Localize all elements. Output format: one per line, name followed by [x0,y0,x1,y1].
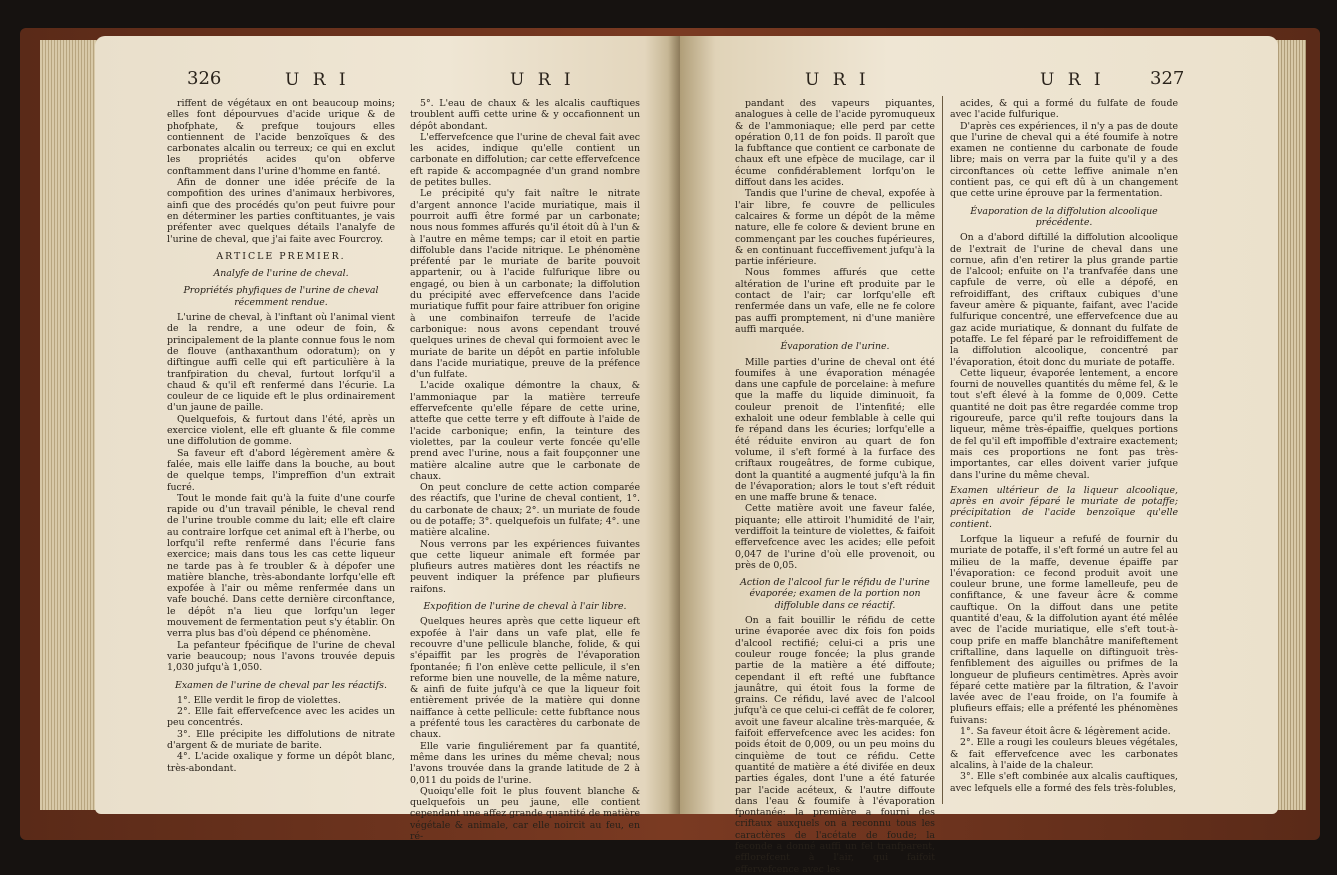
paragraph: 1°. Elle verdit le firop de violettes. [177,694,341,706]
subheading: Évaporation de l'urine. [780,341,890,353]
right-page [680,36,1278,875]
subheading: Action de l'alcool fur le réfidu de l'urine évaporée; examen de la portion non diffoluble dans ce réactif. [740,577,930,611]
subheading: Examen de l'urine de cheval par les réactifs. [175,679,387,691]
paragraph: Cette liqueur, évaporée lentement, a encore fourni de nouvelles quantités du même fel, & le tout s'eft élevé à la fomme de 0,009. Cette quantité ne doit pas être regardée comme trop rigoureufe, parce qu'il refte toujours dans la liqueur, même très-épaiffie, quelques portions de fel qu'il eft impoffible d'extraire exactement; mais ces proportions ne font pas très-importantes, car elles doivent varier jufque dans l'urine du même cheval. [950,367,1178,481]
paragraph: Nous fommes affurés que cette altération de l'urine eft produite par le contact de l'air; car lorfqu'elle eft renfermée dans un vafe, elle ne fe colore pas auffi promptement, ni d'une manière auffi marquée. [735,267,935,335]
paragraph: 5°. L'eau de chaux & les alcalis cauftiques troublent auffi cette urine & y occafionnent un dépôt abondant. [410,98,640,132]
subheading: Évaporation de la diffolution alcoolique précédente. [970,205,1158,228]
paragraph: Quelquefois, & furtout dans l'été, après un exercice violent, elle eft gluante & file comme une diffolution de gomme. [167,413,395,448]
paragraph: 3°. Elle précipite les diffolutions de nitrate d'argent & de muriate de barite. [167,728,395,752]
left-page [95,36,680,842]
paragraph: pandant des vapeurs piquantes, analogues à celle de l'acide pyromuqueux & de l'ammoniaque; elle perd par cette opération 0,11 de fon poids. Il paroît que la fubftance que contient ce carbonate de chaux eft une efpèce de mucilage, car il écume confidérablement lorfqu'on le diffout dans les acides. [735,98,935,189]
right-column-1 [735,98,935,875]
left-page-number: 326 [187,68,222,89]
paragraph: acides, & qui a formé du fulfate de foude avec l'acide fulfurique. [950,98,1178,121]
paragraph: On peut conclure de cette action comparée des réactifs, que l'urine de cheval contient, 1°. du carbonate de chaux; 2°. un muriate de foude ou de potaffe; 3°. quelquefois un fulfate; 4°. une matière alcaline. [410,482,640,539]
section-heading: ARTICLE PREMIER. [216,250,346,262]
right-page-edges [1276,40,1306,810]
right-running-head: U R I [805,70,870,90]
right-column-2 [950,98,1178,808]
paragraph: 3°. Elle s'eft combinée aux alcalis cauftiques, avec lefquels elle a formé des fels très-folubles, [950,771,1178,794]
paragraph: Tout le monde fait qu'à la fuite d'une courfe rapide ou d'un travail pénible, le cheval rend de l'urine trouble comme du lait; elle eft claire au contraire lorfque cet animal eft à l'herbe, ou lorfqu'il refte renfermé dans l'écurie fans exercice; mais dans tous les cas cette liqueur ne tarde pas à fe troubler & à dépofer une matière blanche, très-abondante lorfqu'elle eft expofée à l'air ou même renfermée dans un vafe bouché. Dans cette dernière circonftance, le dépôt n'a lieu que lorfqu'un leger mouvement de fermentation peut s'y établir. On verra plus bas d'où dépend ce phénomène. [167,492,395,640]
paragraph: 2°. Elle a rougi les couleurs bleues végétales, & fait effervefcence avec les carbonates alcalins, à l'aide de la chaleur. [950,737,1178,771]
right-page-number: 327 [1150,68,1185,89]
left-running-head: U R I [285,70,350,90]
left-column-2 [410,98,640,842]
paragraph: Quoiqu'elle foit le plus fouvent blanche & quelquefois un peu jaune, elle contient cependant une affez grande quantité de matière végétale & animale, car elle noircit au feu, en ré- [410,785,640,842]
paragraph: Mille parties d'urine de cheval ont été foumifes à une évaporation ménagée dans une capfule de porcelaine: à mefure que la maffe du liquide diminuoit, fa couleur prenoit de l'intenfité; elle exhaloit une odeur femblable à celle qui fe répand dans les écuries; lorfqu'elle a été réduite environ au quart de fon volume, il s'eft formé à la furface des criftaux rougeâtres, de forme cubique, dont la quantité a augmenté jufqu'à la fin de l'évaporation; alors le tout s'eft réduit en une maffe brune & tenace. [735,356,935,504]
paragraph: riffent de végétaux en ont beaucoup moins; elles font dépourvues d'acide urique & de phofphate, & prefque toujours elles contiennent de l'acide benzoïques & des carbonates alcalin ou terreux; ce qui en exclut les propriétés acides qu'on obferve conftamment dans l'urine d'homme en fanté. [167,98,395,177]
paragraph: 2°. Elle fait effervefcence avec les acides un peu concentrés. [167,706,395,729]
paragraph: Tandis que l'urine de cheval, expofée à l'air libre, fe couvre de pellicules calcaires & forme un dépôt de la même nature, elle fe colore & devient brune en commençant par les couches fupérieures, & en continuant fucceffivement jufqu'à la partie inférieure. [735,188,935,268]
paragraph: On a fait bouillir le réfidu de cette urine évaporée avec dix fois fon poids d'alcool rectifié; celui-ci a pris une couleur rouge foncée; la plus grande partie de la matière a été diffoute; cependant il eft refté une fubftance jaunâtre, qui étoit fous la forme de grains. Ce réfidu, lavé avec de l'alcool jufqu'à ce que celui-ci ceffât de fe colorer, avoit une faveur alcaline très-marquée, & faifoit effervefcence avec les acides: fon poids étoit de 0,009, ou un peu moins du cinquième de tout ce réfidu. Cette quantité de matière a été divifée en deux parties égales, dont l'une a été faturée par l'acide acéteux, & l'autre diffoute dans l'eau & foumife à l'évaporation fpontanée: la première a fourni des criftaux auxquels on a reconnu tous les caractères de l'acétate de foude; la feconde a donné auffi un fel tranfparent, efflorefcent à l'air, qui faifoit effervefcence avec les [735,615,935,875]
paragraph: Sa faveur eft d'abord légèrement amère & falée, mais elle laiffe dans la bouche, au bout de quelque temps, l'impreffion d'un extrait fucré. [167,447,395,493]
subheading: Analyfe de l'urine de cheval. [213,268,349,280]
left-running-head-2: U R I [510,70,575,90]
subheading: Examen ultérieur de la liqueur alcoolique, après en avoir féparé le muriate de potaffe; précipitation de l'acide benzoïque qu'elle contient. [950,484,1178,530]
paragraph: Quelques heures après que cette liqueur eft expofée à l'air dans un vafe plat, elle fe recouvre d'une pellicule blanche, folide, & qui s'épaiffit par les progrès de l'évaporation fpontanée; fi l'on enlève cette pellicule, il s'en reforme bien une nouvelle, de la même nature, & ainfi de fuite jufqu'à ce que la liqueur foit entièrement privée de la matière qui donne naiffance à cette pellicule: cette fubftance nous a préfenté tous les caractères du carbonate de chaux. [410,616,640,741]
paragraph: Afin de donner une idée précife de la compofition des urines d'animaux herbivores, ainfi que des procédés qu'on peut fuivre pour en déterminer les parties conftituantes, je vais préfenter avec quelques détails l'analyfe de l'urine de cheval, que j'ai faite avec Fourcroy. [167,177,395,245]
paragraph: Cette matière avoit une faveur falée, piquante; elle attiroit l'humidité de l'air, verdiffoit la teinture de violettes, & faifoit effervefcence avec les acides; elle pefoit 0,047 de l'urine d'où elle provenoit, ou près de 0,05. [735,503,935,571]
paragraph: D'après ces expériences, il n'y a pas de doute que l'urine de cheval qui a été foumife à notre examen ne contienne du carbonate de foude libre; mais on verra par la fuite qu'il y a des circonftances où cette leffive animale n'en contient pas, ce qui eft dû à un changement que cette urine éprouve par la fermentation. [950,120,1178,200]
column-rule [942,96,943,804]
paragraph: L'acide oxalique démontre la chaux, & l'ammoniaque par la matière terreufe effervefcente qu'elle fépare de cette urine, attefte que cette terre y eft diffoute à l'aide de l'acide carbonique; enfin, la teinture des violettes, par la couleur verte foncée qu'elle prend avec l'urine, nous a fait foupçonner une matière alcaline autre que le carbonate de chaux. [410,380,640,482]
paragraph: L'effervefcence que l'urine de cheval fait avec les acides, indique qu'elle contient un carbonate en diffolution; car cette effervefcence eft rapide & accompagnée d'un grand nombre de petites bulles. [410,131,640,189]
paragraph: L'urine de cheval, à l'inftant où l'animal vient de la rendre, a une odeur de foin, & principalement de la plante connue fous le nom de flouve (anthaxanthum odoratum); on y diftingue auffi celle qui eft particulière à la tranfpiration du cheval, furtout lorfqu'il a chaud & qu'il eft renfermé dans l'écurie. La couleur de ce liquide eft le plus ordinairement d'un jaune de paille. [167,312,395,414]
paragraph: 1°. Sa faveur étoit âcre & légèrement acide. [960,726,1171,738]
paragraph: Lorfque la liqueur a refufé de fournir du muriate de potaffe, il s'eft formé un autre fel au milieu de la maffe, devenue épaiffe par l'évaporation: ce fecond produit avoit une couleur brune, une forme lamelleufe, peu de confiftance, & une faveur âcre & comme cauftique. On la diffout dans une petite quantité d'eau, & la diffolution ayant été mêlée avec de l'acide muriatique, elle s'eft tout-à-coup prife en maffe blanchâtre manifeftement criftalline, dans laquelle on diftinguoit très-fenfiblement des aiguilles ou prifmes de la longueur de plufieurs centimètres. Après avoir féparé cette matière par la filtration, & l'avoir lavée avec de l'eau froide, on l'a foumife à plufieurs effais; elle a préfenté les phénomènes fuivans: [950,533,1178,726]
paragraph: La pefanteur fpécifique de l'urine de cheval varie beaucoup; nous l'avons trouvée depuis 1,030 jufqu'à 1,050. [167,639,395,674]
paragraph: On a d'abord diftillé la diffolution alcoolique de l'extrait de l'urine de cheval dans une cornue, afin d'en retirer la plus grande partie de l'alcool; enfuite on l'a tranfvafée dans une capfule de verre, où elle a dépofé, en refroidiffant, des criftaux cubiques d'une faveur amère & piquante, faifant, avec l'acide fulfurique concentré, une effervefcence due au gaz acide muriatique, & donnant du fulfate de potaffe. Le fel féparé par le refroidiffement de la diffolution alcoolique, concentré par l'évaporation, étoit donc du muriate de potaffe. [950,232,1178,368]
left-column-1 [167,98,395,808]
paragraph: Nous verrons par les expériences fuivantes que cette liqueur animale eft formée par plufieurs autres matières dont les réactifs ne peuvent indiquer la préfence par plufieurs raifons. [410,538,640,595]
left-page-edges [40,40,98,810]
subheading: Expofition de l'urine de cheval à l'air libre. [423,601,627,613]
subheading: Propriétés phyfiques de l'urine de cheval récemment rendue. [183,285,379,308]
right-running-head-2: U R I [1040,70,1105,90]
paragraph: Le précipité qu'y fait naître le nitrate d'argent annonce l'acide muriatique, mais il pourroit auffi être formé par un carbonate; nous nous fommes affurés qu'il étoit dû à l'un & à l'autre en même temps; car il etoit en partie diffoluble dans l'acide nitrique. Le phénomène préfenté par le muriate de barite pouvoit appartenir, ou à l'acide fulfurique libre ou engagé, ou bien à un carbonate; la diffolution du précipité avec effervefcence dans l'acide muriatique fuffit pour faire attribuer fon origine à une combinaifon terreufe de l'acide carbonique: nous avons cependant trouvé quelques urines de cheval qui formoient avec le muriate de barite un dépôt en partie infoluble dans l'acide muriatique, preuve de la préfence d'un fulfate. [410,188,640,381]
paragraph: Elle varie finguliérement par fa quantité, même dans les urines du même cheval; nous l'avons trouvée dans la grande latitude de 2 à 0,011 du poids de l'urine. [410,740,640,786]
paragraph: 4°. L'acide oxalique y forme un dépôt blanc, très-abondant. [167,751,395,774]
